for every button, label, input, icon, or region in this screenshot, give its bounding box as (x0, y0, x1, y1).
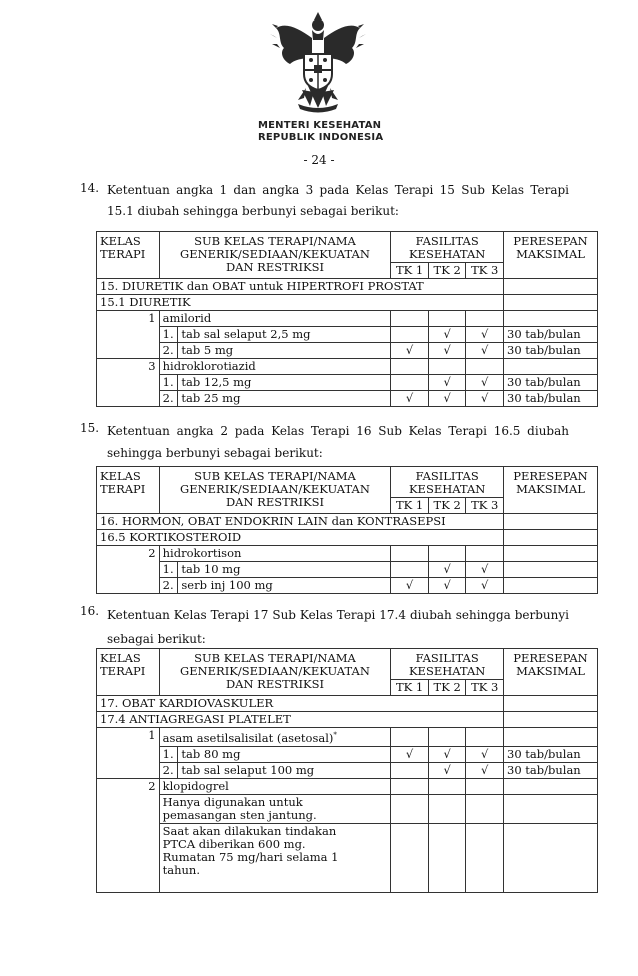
header-sub-kelas: SUB KELAS TERAPI/NAMA GENERIK/SEDIAAN/KEKUATAN DAN RESTRIKSI (159, 232, 391, 279)
item-number: 2. (159, 343, 178, 359)
check-mark: √ (391, 746, 429, 762)
drug-number: 1 (97, 728, 160, 747)
table-row (97, 728, 598, 747)
max-prescription: 30 tab/bulan (504, 762, 598, 778)
drug-number: 3 (97, 359, 160, 375)
check-mark: √ (391, 343, 429, 359)
paragraph-15 (80, 420, 570, 460)
table-row (97, 762, 598, 778)
paragraph-number: 16. (80, 604, 100, 618)
subsection-title: 15.1 DIURETIK (97, 295, 504, 311)
header-tk3: TK 3 (466, 680, 504, 696)
page-number: - 24 - (303, 153, 335, 167)
check-mark: √ (466, 562, 504, 578)
item-number: 2. (159, 762, 178, 778)
restriction-note: Saat akan dilakukan tindakan PTCA diberikan 600 mg. Rumatan 75 mg/hari selama 1 tahun. (159, 823, 391, 892)
check-mark: √ (466, 327, 504, 343)
header-tk3: TK 3 (466, 498, 504, 514)
table-row (97, 311, 598, 327)
item-name: tab 25 mg (178, 391, 391, 407)
item-name: tab 10 mg (178, 562, 391, 578)
max-prescription: 30 tab/bulan (504, 343, 598, 359)
header-peresepan: PERESEPAN MAKSIMAL (504, 649, 598, 696)
item-name: tab sal selaput 100 mg (178, 762, 391, 778)
table-row (97, 578, 598, 594)
letterhead-line2: REPUBLIK INDONESIA (258, 132, 384, 143)
drug-name: asam asetilsalisilat (asetosal)* (159, 728, 391, 747)
table-kortikosteroid (96, 466, 598, 594)
restriction-note: Hanya digunakan untuk pemasangan sten jantung. (159, 794, 391, 823)
drug-name: hidroklorotiazid (159, 359, 391, 375)
drug-name: hidrokortison (159, 546, 391, 562)
check-mark: √ (428, 578, 466, 594)
header-tk3: TK 3 (466, 263, 504, 279)
table-row (97, 530, 598, 546)
header-kelas-terapi: KELAS TERAPI (97, 649, 160, 696)
table-row (97, 712, 598, 728)
header-tk2: TK 2 (428, 263, 466, 279)
table-row (97, 696, 598, 712)
item-name: tab 80 mg (178, 746, 391, 762)
check-mark: √ (428, 746, 466, 762)
header-peresepan: PERESEPAN MAKSIMAL (504, 232, 598, 279)
paragraph-text: Ketentuan Kelas Terapi 17 Sub Kelas Terapi 17.4 diubah sehingga berbunyi sebagai berikut: (107, 608, 569, 646)
item-name: serb inj 100 mg (178, 578, 391, 594)
max-prescription: 30 tab/bulan (504, 391, 598, 407)
header-kelas-terapi: KELAS TERAPI (97, 232, 160, 279)
drug-name: amilorid (159, 311, 391, 327)
check-mark: √ (428, 391, 466, 407)
check-mark: √ (466, 762, 504, 778)
item-number: 1. (159, 375, 178, 391)
paragraph-14 (80, 180, 570, 216)
paragraph-number: 15. (80, 421, 100, 435)
check-mark: √ (466, 746, 504, 762)
check-mark: √ (428, 327, 466, 343)
table-diuretik (96, 231, 598, 407)
max-prescription: 30 tab/bulan (504, 746, 598, 762)
table-row (97, 514, 598, 530)
paragraph-number: 14. (80, 181, 100, 195)
letterhead-text (258, 120, 398, 144)
table-row (97, 562, 598, 578)
item-name: tab sal selaput 2,5 mg (178, 327, 391, 343)
header-tk2: TK 2 (428, 680, 466, 696)
letterhead-line1: MENTERI KESEHATAN (258, 120, 382, 131)
check-mark: √ (391, 578, 429, 594)
drug-number: 2 (97, 546, 160, 562)
table-row (97, 327, 598, 343)
header-peresepan: PERESEPAN MAKSIMAL (504, 467, 598, 514)
item-number: 2. (159, 578, 178, 594)
item-name: tab 12,5 mg (178, 375, 391, 391)
header-tk2: TK 2 (428, 498, 466, 514)
check-mark: √ (391, 391, 429, 407)
drug-number: 1 (97, 311, 160, 327)
section-title: 15. DIURETIK dan OBAT untuk HIPERTROFI PROSTAT (97, 279, 504, 295)
header-tk1: TK 1 (391, 263, 429, 279)
check-mark: √ (428, 762, 466, 778)
table-row (97, 343, 598, 359)
check-mark: √ (428, 375, 466, 391)
table-row (97, 359, 598, 375)
header-fasilitas: FASILITAS KESEHATAN (391, 232, 504, 263)
paragraph-text: Ketentuan angka 2 pada Kelas Terapi 16 Sub Kelas Terapi 16.5 diubah sehingga berbunyi sebagai berikut: (107, 424, 569, 460)
header-tk1: TK 1 (391, 498, 429, 514)
check-mark: √ (428, 562, 466, 578)
table-row (97, 746, 598, 762)
table-antiagregasi (96, 648, 598, 893)
paragraph-16 (80, 603, 570, 646)
subsection-title: 17.4 ANTIAGREGASI PLATELET (97, 712, 504, 728)
table-row (97, 391, 598, 407)
table-row (97, 778, 598, 794)
table-row (97, 823, 598, 892)
item-number: 1. (159, 327, 178, 343)
section-title: 17. OBAT KARDIOVASKULER (97, 696, 504, 712)
header-kelas-terapi: KELAS TERAPI (97, 467, 160, 514)
table-row (97, 546, 598, 562)
header-tk1: TK 1 (391, 680, 429, 696)
header-sub-kelas: SUB KELAS TERAPI/NAMA GENERIK/SEDIAAN/KEKUATAN DAN RESTRIKSI (159, 467, 391, 514)
check-mark: √ (466, 375, 504, 391)
garuda-emblem-icon (268, 8, 368, 116)
max-prescription: 30 tab/bulan (504, 327, 598, 343)
paragraph-text: Ketentuan angka 1 dan angka 3 pada Kelas Terapi 15 Sub Kelas Terapi 15.1 diubah sehingga berbunyi sebagai berikut: (107, 183, 569, 218)
drug-number: 2 (97, 778, 160, 794)
check-mark: √ (466, 391, 504, 407)
check-mark: √ (466, 578, 504, 594)
header-fasilitas: FASILITAS KESEHATAN (391, 467, 504, 498)
item-number: 2. (159, 391, 178, 407)
check-mark: √ (428, 343, 466, 359)
item-number: 1. (159, 562, 178, 578)
drug-name: klopidogrel (159, 778, 391, 794)
item-name: tab 5 mg (178, 343, 391, 359)
footnote-mark: * (333, 731, 337, 739)
section-title: 16. HORMON, OBAT ENDOKRIN LAIN dan KONTRASEPSI (97, 514, 504, 530)
table-row (97, 295, 598, 311)
check-mark: √ (466, 343, 504, 359)
item-number: 1. (159, 746, 178, 762)
max-prescription: 30 tab/bulan (504, 375, 598, 391)
table-row (97, 279, 598, 295)
subsection-title: 16.5 KORTIKOSTEROID (97, 530, 504, 546)
header-sub-kelas: SUB KELAS TERAPI/NAMA GENERIK/SEDIAAN/KEKUATAN DAN RESTRIKSI (159, 649, 391, 696)
header-fasilitas: FASILITAS KESEHATAN (391, 649, 504, 680)
table-row (97, 375, 598, 391)
table-row (97, 794, 598, 823)
